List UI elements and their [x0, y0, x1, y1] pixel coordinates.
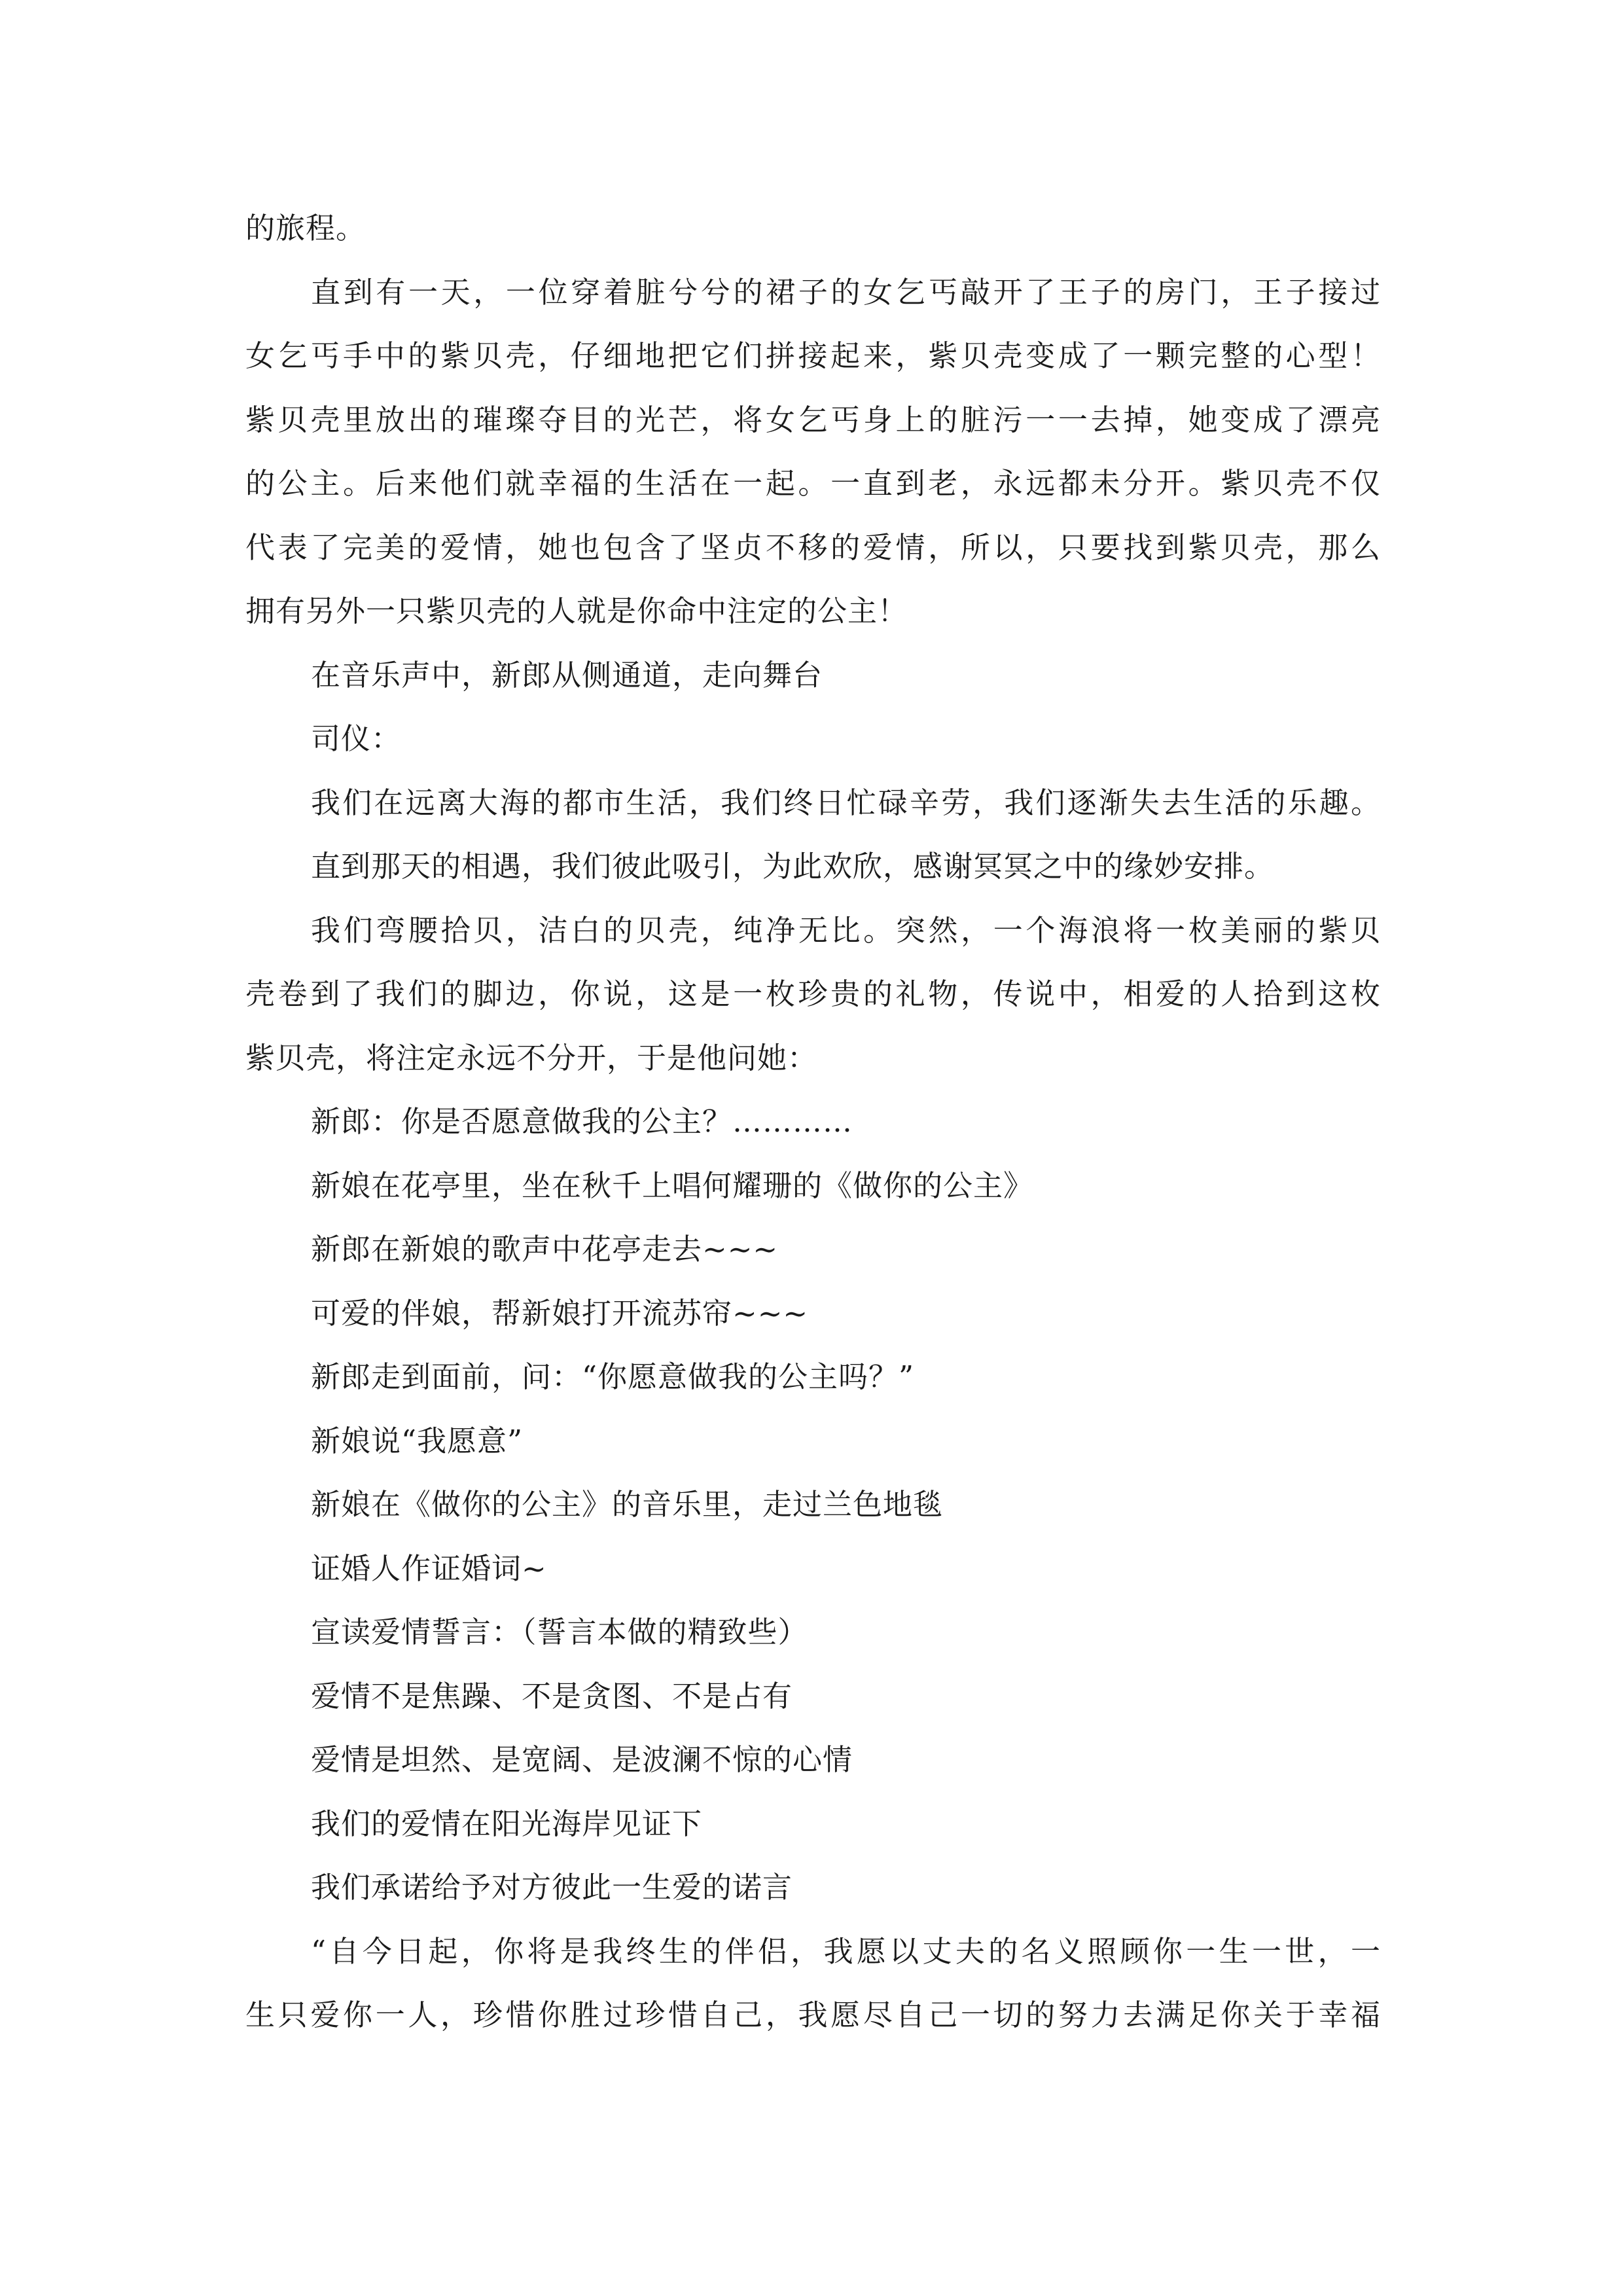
text-line: 的公主。后来他们就幸福的生活在一起。一直到老，永远都未分开。紫贝壳不仅 [245, 466, 1381, 501]
text-line: 直到那天的相遇，我们彼此吸引，为此欢欣，感谢冥冥之中的缘妙安排。 [311, 849, 1275, 884]
text-line: 新郎走到面前，问：“你愿意做我的公主吗？” [311, 1359, 915, 1394]
text-line: “自今日起，你将是我终生的伴侣，我愿以丈夫的名义照顾你一生一世，一 [311, 1933, 1381, 1969]
text-line: 新郎：你是否愿意做我的公主？………… [311, 1104, 853, 1139]
text-line: 证婚人作证婚词~ [311, 1551, 547, 1586]
text-line: 爱情是坦然、是宽阔、是波澜不惊的心情 [311, 1742, 853, 1777]
text-line: 在音乐声中，新郎从侧通道，走向舞台 [311, 657, 823, 692]
text-line: 我们的爱情在阳光海岸见证下 [311, 1806, 703, 1841]
text-line: 新娘在花亭里，坐在秋千上唱何耀珊的《做你的公主》 [311, 1168, 1034, 1203]
text-line: 拥有另外一只紫贝壳的人就是你命中注定的公主！ [245, 594, 908, 628]
text-line: 可爱的伴娘，帮新娘打开流苏帘~~~ [311, 1295, 809, 1331]
document-body [245, 196, 1381, 2047]
text-line: 爱情不是焦躁、不是贪图、不是占有 [311, 1678, 793, 1713]
text-line: 的旅程。 [245, 211, 366, 245]
text-line: 生只爱你一人，珍惜你胜过珍惜自己，我愿尽自己一切的努力去满足你关于幸福 [245, 1998, 1381, 2032]
text-line: 我们弯腰拾贝，洁白的贝壳，纯净无比。突然，一个海浪将一枚美丽的紫贝 [311, 912, 1381, 948]
text-line: 女乞丐手中的紫贝壳，仔细地把它们拼接起来，紫贝壳变成了一颗完整的心型！ [245, 338, 1381, 373]
text-line: 代表了完美的爱情，她也包含了坚贞不移的爱情，所以，只要找到紫贝壳，那么 [245, 529, 1381, 565]
text-line: 壳卷到了我们的脚边，你说，这是一枚珍贵的礼物，传说中，相爱的人拾到这枚 [245, 977, 1381, 1011]
text-line: 司仪： [311, 721, 402, 756]
text-line: 直到有一天，一位穿着脏兮兮的裙子的女乞丐敲开了王子的房门，王子接过 [311, 274, 1381, 310]
text-line: 宣读爱情誓言：（誓言本做的精致些） [311, 1615, 808, 1649]
text-line: 我们在远离大海的都市生活，我们终日忙碌辛劳，我们逐渐失去生活的乐趣。 [311, 785, 1381, 820]
text-line: 紫贝壳，将注定永远不分开，于是他问她： [245, 1040, 818, 1075]
text-line: 新郎在新娘的歌声中花亭走去~~~ [311, 1232, 779, 1266]
text-line: 新娘说“我愿意” [311, 1423, 524, 1458]
text-line: 我们承诺给予对方彼此一生爱的诺言 [311, 1870, 793, 1905]
text-line: 新娘在《做你的公主》的音乐里，走过兰色地毯 [311, 1487, 944, 1522]
text-line: 紫贝壳里放出的璀璨夺目的光芒，将女乞丐身上的脏污一一去掉，她变成了漂亮 [245, 402, 1381, 437]
